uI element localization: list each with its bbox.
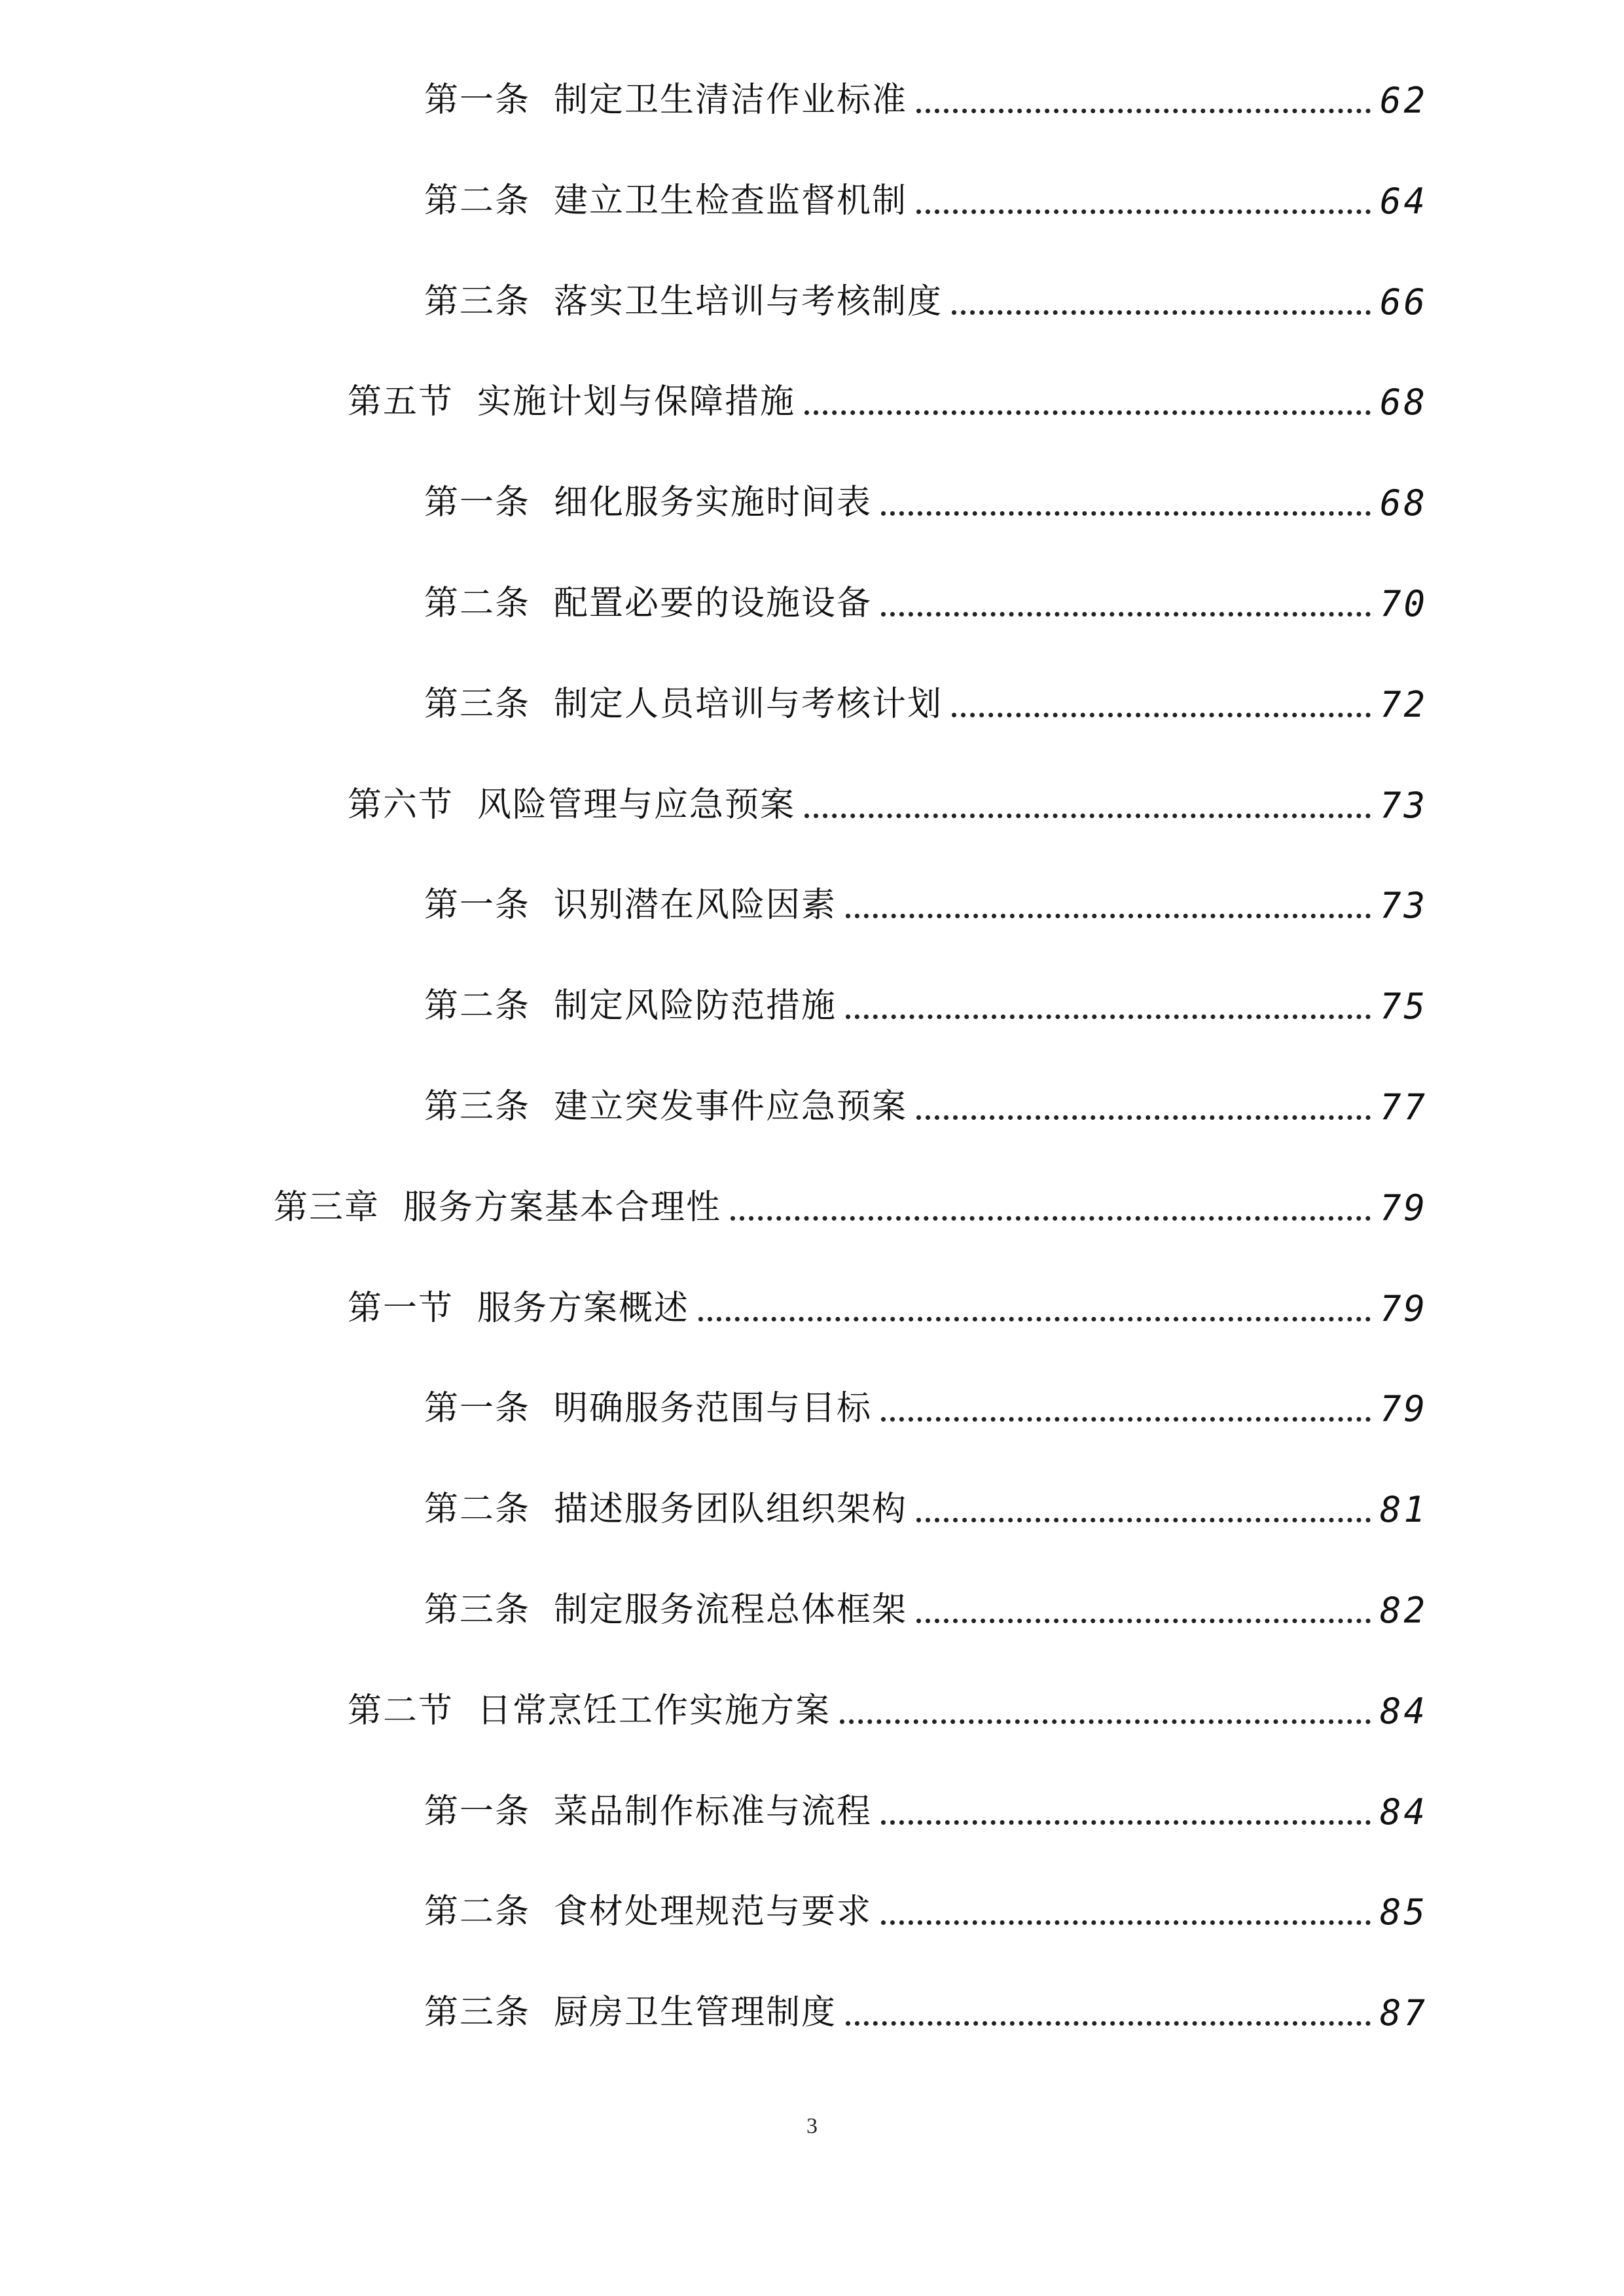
toc-dot-leader [698,1317,1371,1321]
toc-dot-leader [952,310,1371,315]
toc-entry-title: 建立突发事件应急预案 [554,1087,908,1126]
toc-entry-number: 第二条 [424,986,531,1026]
toc-entry[interactable] [424,1377,1428,1429]
toc-entry-title: 明确服务范围与目标 [554,1389,873,1428]
toc-dot-leader [881,511,1371,516]
toc-entry-title: 制定服务流程总体框架 [554,1590,908,1630]
toc-entry-number: 第三条 [424,1087,531,1126]
toc-entry-page: 79 [1379,1388,1428,1429]
toc-dot-leader [881,1820,1371,1825]
toc-entry-title: 服务方案基本合理性 [403,1188,722,1227]
toc-entry-page: 87 [1379,1992,1428,2034]
toc-entry-page: 79 [1379,1288,1428,1329]
toc-entry[interactable] [424,572,1428,624]
toc-entry[interactable] [424,1579,1428,1631]
toc-entry[interactable] [424,1981,1428,2034]
toc-entry[interactable] [424,69,1428,121]
toc-entry-page: 68 [1379,382,1428,423]
toc-entry[interactable] [424,1478,1428,1530]
toc-entry-title: 服务方案概述 [477,1289,690,1328]
toc-entry-number: 第二条 [424,1892,531,1931]
toc-dot-leader [916,1619,1371,1623]
toc-dot-leader [916,109,1371,113]
toc-entry-title: 细化服务实施时间表 [554,483,873,522]
toc-dot-leader [916,1518,1371,1522]
toc-entry-number: 第三条 [424,685,531,724]
toc-entry[interactable] [424,975,1428,1027]
toc-entry-title: 菜品制作标准与流程 [554,1792,873,1831]
toc-entry-number: 第一条 [424,886,531,925]
toc-entry[interactable] [424,1780,1428,1833]
toc-entry-number: 第二条 [424,584,531,623]
toc-entry-number: 第三条 [424,1590,531,1630]
toc-entry-page: 73 [1379,785,1428,826]
toc-entry-page: 66 [1379,281,1428,323]
toc-dot-leader [881,1417,1371,1422]
toc-dot-leader [846,2021,1371,2026]
toc-entry-title: 风险管理与应急预案 [477,785,796,825]
toc-dot-leader [846,914,1371,918]
toc-dot-leader [804,410,1371,415]
toc-entry-page: 73 [1379,885,1428,926]
toc-dot-leader [731,1216,1371,1221]
toc-entry-page: 70 [1379,583,1428,624]
toc-entry-number: 第一条 [424,81,531,120]
toc-entry-number: 第五节 [348,382,454,422]
toc-entry-page: 79 [1379,1187,1428,1229]
toc-entry-page: 75 [1379,986,1428,1027]
toc-dot-leader [846,1014,1371,1019]
toc-entry-page: 85 [1379,1892,1428,1933]
toc-entry[interactable] [348,774,1428,826]
toc-dot-leader [804,814,1371,818]
toc-entry-title: 识别潜在风险因素 [554,886,837,925]
toc-entry-title: 厨房卫生管理制度 [554,1993,837,2032]
toc-entry-number: 第一条 [424,1389,531,1428]
toc-entry-number: 第二节 [348,1691,454,1731]
toc-dot-leader [881,612,1371,617]
toc-entry-title: 配置必要的设施设备 [554,584,873,623]
toc-entry[interactable] [424,673,1428,725]
toc-entry-page: 62 [1379,80,1428,121]
toc-entry-title: 落实卫生培训与考核制度 [554,282,943,321]
toc-entry-title: 制定卫生清洁作业标准 [554,81,908,120]
toc-entry-page: 64 [1379,181,1428,222]
toc-entry[interactable] [424,1075,1428,1128]
toc-entry-number: 第二条 [424,1490,531,1529]
toc-entry-page: 82 [1379,1590,1428,1631]
toc-entry-title: 描述服务团队组织架构 [554,1490,908,1529]
toc-entry[interactable] [424,471,1428,524]
toc-entry-number: 第六节 [348,785,454,825]
toc-entry[interactable] [274,1176,1428,1229]
toc-entry[interactable] [348,1679,1428,1732]
toc-entry-number: 第三条 [424,1993,531,2032]
toc-entry[interactable] [348,370,1428,423]
toc-entry-number: 第三条 [424,282,531,321]
toc-entry-number: 第一节 [348,1289,454,1328]
toc-entry-page: 77 [1379,1086,1428,1128]
toc-entry-page: 68 [1379,482,1428,524]
toc-entry-title: 建立卫生检查监督机制 [554,181,908,221]
toc-dot-leader [916,1115,1371,1120]
toc-entry-page: 81 [1379,1489,1428,1530]
toc-dot-leader [916,209,1371,214]
toc-entry[interactable] [348,1277,1428,1329]
toc-entry-title: 制定人员培训与考核计划 [554,685,943,724]
toc-entry-page: 72 [1379,684,1428,725]
toc-entry-page: 84 [1379,1791,1428,1833]
toc-entry-title: 食材处理规范与要求 [554,1892,873,1931]
toc-entry-page: 84 [1379,1691,1428,1732]
toc-entry-number: 第二条 [424,181,531,221]
toc-entry-title: 制定风险防范措施 [554,986,837,1026]
toc-dot-leader [881,1920,1371,1925]
toc-entry-title: 实施计划与保障措施 [477,382,796,422]
toc-dot-leader [952,713,1371,717]
page-number: 3 [806,2114,818,2138]
toc-entry-number: 第一条 [424,483,531,522]
toc-entry-number: 第一条 [424,1792,531,1831]
toc-entry-number: 第三章 [274,1188,380,1227]
toc-entry[interactable] [424,270,1428,323]
toc-entry[interactable] [424,874,1428,926]
toc-entry-title: 日常烹饪工作实施方案 [477,1691,831,1731]
toc-entry[interactable] [424,170,1428,222]
toc-entry[interactable] [424,1880,1428,1933]
toc-dot-leader [840,1719,1371,1724]
